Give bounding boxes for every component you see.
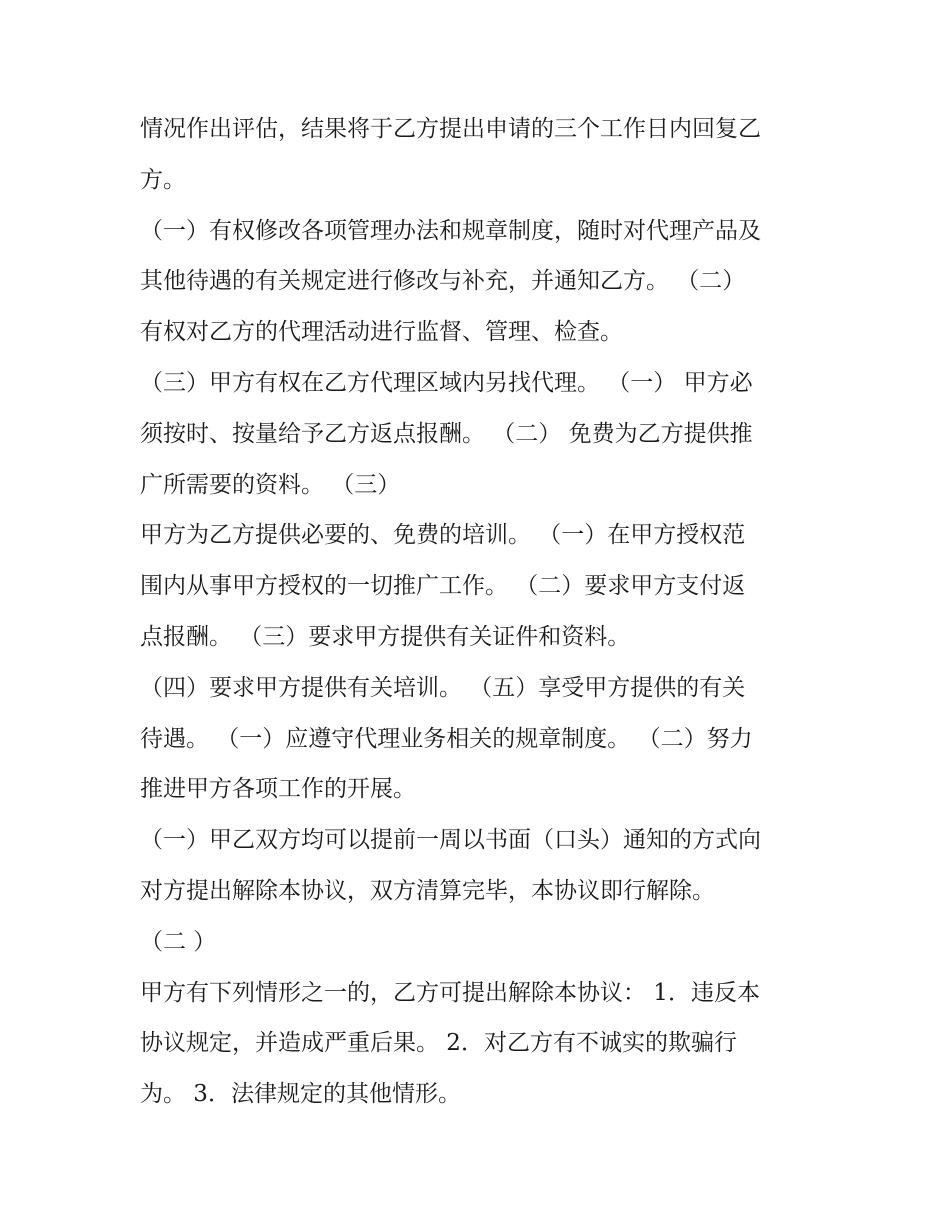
- text-line: 待遇。 （一）应遵守代理业务相关的规章制度。 （二）努力: [140, 725, 753, 752]
- text-line: 方。: [140, 166, 186, 193]
- text-line: （一）甲乙双方均可以提前一周以书面（口头）通知的方式向: [140, 827, 761, 854]
- text-line: 甲方有下列情形之一的，乙方可提出解除本协议： 1．违反本: [140, 979, 760, 1006]
- text-line: （二 ）: [140, 928, 217, 955]
- text-line: 对方提出解除本协议，双方清算完毕，本协议即行解除。: [140, 877, 715, 904]
- text-line: 甲方为乙方提供必要的、免费的培训。 （一）在甲方授权范: [140, 522, 746, 549]
- text-line: 推进甲方各项工作的开展。: [140, 776, 416, 803]
- text-line: 其他待遇的有关规定进行修改与补充，并通知乙方。 （二）: [140, 268, 746, 295]
- text-line: 有权对乙方的代理活动进行监督、管理、检查。: [140, 319, 623, 346]
- text-line: 情况作出评估，结果将于乙方提出申请的三个工作日内回复乙: [140, 116, 761, 142]
- text-line: 广所需要的资料。 （三）: [140, 471, 401, 498]
- text-line: 协议规定，并造成严重后果。 2．对乙方有不诚实的欺骗行: [140, 1030, 737, 1057]
- text-line: 为。 3．法律规定的其他情形。: [140, 1081, 461, 1108]
- text-line: （一）有权修改各项管理办法和规章制度，随时对代理产品及: [140, 217, 761, 244]
- text-line: 点报酬。 （三）要求甲方提供有关证件和资料。: [140, 623, 631, 650]
- document-body: [140, 104, 820, 1120]
- text-line: （四）要求甲方提供有关培训。 （五）享受甲方提供的有关: [140, 674, 746, 701]
- text-line: 围内从事甲方授权的一切推广工作。 （二）要求甲方支付返: [140, 573, 746, 600]
- text-line: 须按时、按量给予乙方返点报酬。 （二） 免费为乙方提供推: [140, 420, 753, 447]
- text-line: （三）甲方有权在乙方代理区域内另找代理。 （一） 甲方必: [140, 369, 753, 396]
